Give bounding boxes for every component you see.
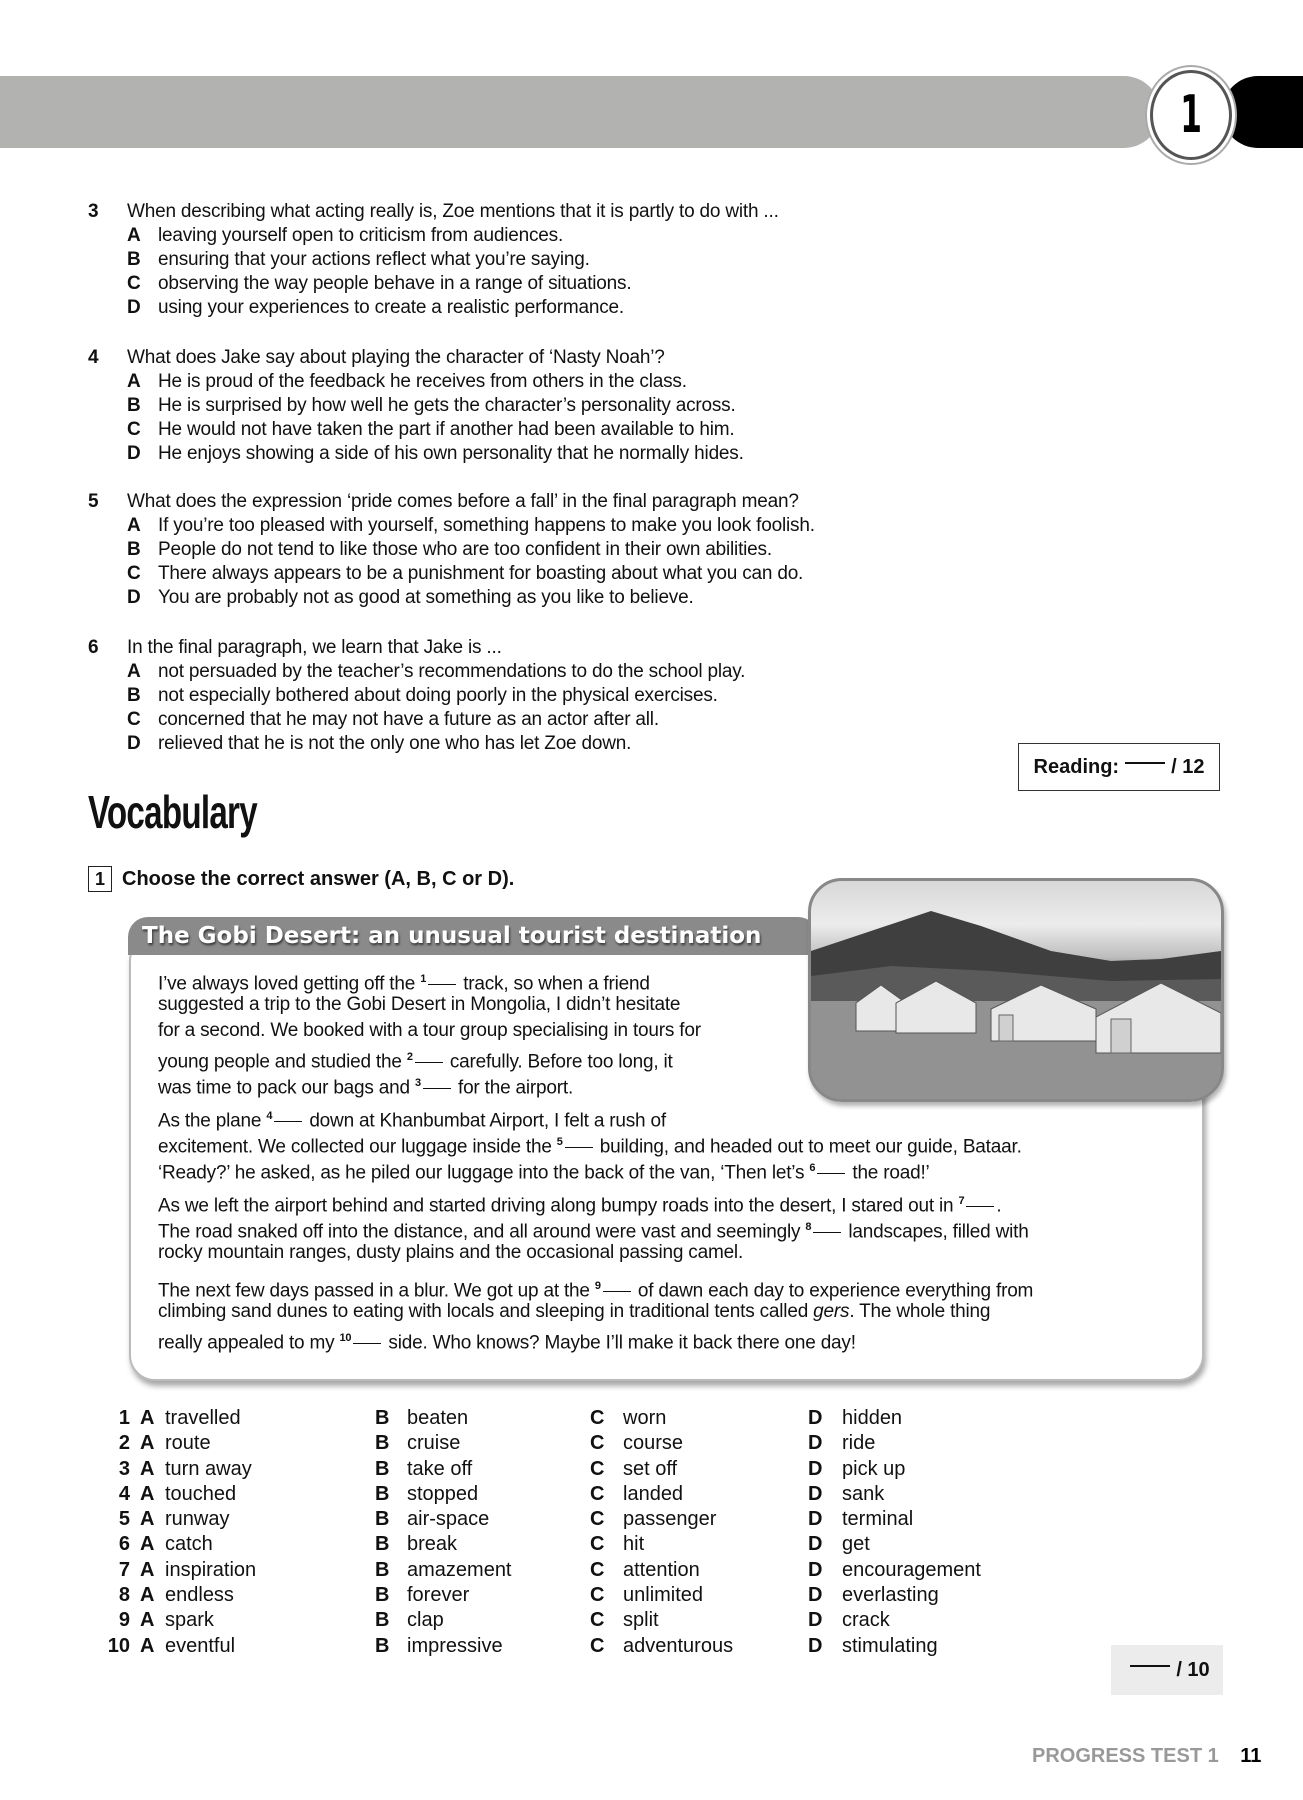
gap-blank[interactable] — [817, 1173, 845, 1174]
question-stem: When describing what acting really is, Zoe mentions that it is partly to do with ... — [127, 201, 779, 222]
choice-letter: B — [375, 1634, 390, 1657]
answer-option-c[interactable] — [127, 418, 734, 442]
item-number: 5 — [118, 1508, 130, 1531]
option-letter: A — [127, 371, 141, 392]
choice-d[interactable]: crack — [842, 1609, 890, 1632]
passage-line — [158, 992, 680, 1018]
option-text: using your experiences to create a realistic performance. — [158, 297, 624, 318]
photo-gers — [808, 878, 1224, 1102]
item-number: 6 — [118, 1533, 130, 1556]
answer-option-a[interactable] — [127, 660, 745, 684]
line-text: I’ve always loved getting off the — [158, 973, 421, 995]
line-text: suggested a trip to the Gobi Desert in Mongolia, I didn’t hesitate — [158, 994, 681, 1015]
choice-a[interactable]: touched — [165, 1482, 237, 1505]
item-number: 9 — [118, 1609, 130, 1632]
choice-letter: D — [808, 1609, 823, 1632]
line-text: building, and headed out to meet our guide, Bataar. — [594, 1136, 1022, 1158]
choice-a[interactable]: turn away — [165, 1457, 252, 1480]
choice-letter: C — [590, 1457, 605, 1480]
choice-c[interactable]: worn — [623, 1407, 667, 1429]
passage-line — [158, 1299, 990, 1325]
option-letter: D — [127, 733, 141, 754]
choice-letter: C — [590, 1508, 605, 1531]
line-text: side. Who knows? Maybe I’ll make it back there one day! — [383, 1332, 856, 1354]
question-stem: In the final paragraph, we learn that Jake is ... — [127, 637, 502, 658]
choice-letter: C — [590, 1533, 605, 1556]
choice-c[interactable]: landed — [623, 1482, 684, 1505]
footer-title: PROGRESS TEST 1 — [1032, 1745, 1219, 1767]
choice-letter: C — [590, 1482, 605, 1505]
line-text: track, so when a friend — [458, 973, 650, 995]
vocabulary-score-total: / 10 — [1176, 1658, 1210, 1681]
choice-letter: D — [808, 1482, 823, 1505]
choice-c[interactable]: course — [623, 1432, 684, 1455]
choice-letter: C — [590, 1558, 605, 1581]
choice-b[interactable]: forever — [407, 1584, 470, 1607]
choice-letter: A — [140, 1457, 155, 1480]
choice-letter: D — [808, 1558, 823, 1581]
choice-d[interactable]: encouragement — [842, 1558, 981, 1581]
choice-d[interactable]: stimulating — [842, 1634, 938, 1657]
answer-option-a[interactable] — [127, 514, 815, 538]
choice-letter: B — [375, 1432, 390, 1455]
choice-letter: B — [375, 1482, 390, 1505]
gap-number: 10 — [339, 1332, 352, 1344]
option-text: not especially bothered about doing poorly in the physical exercises. — [158, 685, 718, 706]
option-letter: C — [127, 419, 141, 440]
gap-blank[interactable] — [603, 1291, 631, 1292]
choice-letter: A — [140, 1482, 155, 1505]
choice-letter: C — [590, 1584, 605, 1607]
option-text: There always appears to be a punishment for boasting about what you can do. — [158, 563, 804, 584]
choice-c[interactable]: split — [623, 1609, 659, 1632]
instruction-text: Choose the correct answer (A, B, C or D). — [122, 867, 515, 890]
choice-b[interactable]: amazement — [407, 1558, 512, 1581]
choice-c[interactable]: unlimited — [623, 1584, 704, 1607]
header-black-tab — [1222, 76, 1303, 148]
option-letter: D — [127, 443, 141, 464]
line-text: down at Khanbumbat Airport, I felt a rush of — [304, 1110, 666, 1132]
option-text: You are probably not as good at something as you like to believe. — [158, 587, 694, 608]
choice-letter: A — [140, 1533, 155, 1556]
item-number: 10 — [107, 1634, 130, 1657]
answer-option-d[interactable] — [127, 296, 624, 320]
gap-number: 9 — [594, 1280, 601, 1292]
choice-a[interactable]: route — [165, 1432, 211, 1455]
choice-letter: D — [808, 1508, 823, 1531]
choice-a[interactable]: eventful — [165, 1634, 236, 1657]
option-text: relieved that he is not the only one who has let Zoe down. — [158, 733, 632, 754]
choice-c[interactable]: hit — [623, 1533, 645, 1556]
line-text: young people and studied the — [158, 1051, 407, 1073]
score-blank[interactable] — [1130, 1665, 1170, 1667]
italic-word: gers — [813, 1301, 850, 1322]
answer-option-a[interactable] — [127, 224, 563, 248]
exercise-number: 1 — [88, 866, 112, 892]
reading-score-label: Reading: — [1033, 755, 1120, 778]
choice-a[interactable]: catch — [165, 1533, 213, 1556]
choice-letter: A — [140, 1584, 155, 1607]
answer-option-c[interactable] — [127, 562, 803, 586]
page-footer — [1032, 1745, 1261, 1768]
gap-blank[interactable] — [813, 1232, 841, 1233]
line-text: for a second. We booked with a tour group specialising in tours for — [158, 1020, 701, 1041]
answer-option-d[interactable] — [127, 442, 744, 466]
answer-option-b[interactable] — [127, 394, 736, 418]
choice-d[interactable]: ride — [842, 1432, 876, 1455]
gap-number: 5 — [556, 1136, 563, 1148]
line-text: of dawn each day to experience everything from — [632, 1280, 1034, 1302]
choice-letter: D — [808, 1407, 823, 1429]
passage-line — [158, 1325, 856, 1356]
item-number: 2 — [118, 1432, 130, 1455]
option-text: He is surprised by how well he gets the character’s personality across. — [158, 395, 736, 416]
choice-letter: A — [140, 1508, 155, 1531]
option-text: If you’re too pleased with yourself, something happens to make you look foolish. — [158, 515, 815, 536]
header-bar — [0, 76, 1160, 148]
option-letter: C — [127, 563, 141, 584]
line-text: the road!’ — [847, 1162, 930, 1184]
line-text: . The whole thing — [849, 1301, 991, 1322]
question-stem: What does the expression ‘pride comes before a fall’ in the final paragraph mean? — [127, 491, 799, 512]
choice-letter: D — [808, 1432, 823, 1455]
gap-blank[interactable] — [415, 1062, 443, 1063]
option-letter: B — [127, 395, 141, 416]
answer-option-b[interactable] — [127, 684, 718, 708]
choice-letter: D — [808, 1533, 823, 1556]
line-text: climbing sand dunes to eating with locals and sleeping in traditional tents called — [158, 1301, 814, 1322]
choice-b[interactable]: beaten — [407, 1407, 469, 1429]
option-text: People do not tend to like those who are too confident in their own abilities. — [158, 539, 772, 560]
passage-line — [158, 1155, 930, 1186]
choice-letter: A — [140, 1432, 155, 1455]
answer-option-d[interactable] — [127, 586, 694, 610]
page-number: 11 — [1240, 1745, 1262, 1767]
choice-a[interactable]: runway — [165, 1508, 230, 1531]
option-text: leaving yourself open to criticism from audiences. — [158, 225, 564, 246]
line-text: landscapes, filled with — [843, 1221, 1029, 1243]
vocabulary-score-box — [1111, 1645, 1223, 1695]
choice-a[interactable]: spark — [165, 1609, 214, 1632]
option-letter: A — [127, 225, 141, 246]
gap-number: 6 — [809, 1162, 816, 1174]
option-letter: B — [127, 539, 141, 560]
option-letter: C — [127, 273, 141, 294]
option-text: He would not have taken the part if another had been available to him. — [158, 419, 735, 440]
choice-d[interactable]: everlasting — [842, 1584, 939, 1607]
gap-number: 7 — [958, 1195, 965, 1207]
choice-b[interactable]: clap — [407, 1609, 444, 1632]
unit-badge — [1150, 70, 1232, 160]
line-text: for the airport. — [452, 1077, 574, 1099]
choice-letter: B — [375, 1558, 390, 1581]
choice-c[interactable]: adventurous — [623, 1634, 734, 1657]
line-text: . — [996, 1195, 1002, 1217]
item-number: 3 — [118, 1457, 130, 1480]
choice-letter: D — [808, 1457, 823, 1480]
gap-blank[interactable] — [353, 1343, 381, 1344]
line-text: excitement. We collected our luggage inside the — [158, 1136, 557, 1158]
line-text: As the plane — [158, 1110, 267, 1132]
option-text: ensuring that your actions reflect what you’re saying. — [158, 249, 590, 270]
gap-blank[interactable] — [966, 1206, 994, 1207]
choice-letter: C — [590, 1432, 605, 1455]
option-text: observing the way people behave in a range of situations. — [158, 273, 632, 294]
item-number: 4 — [118, 1482, 130, 1505]
reading-score-box — [1018, 743, 1220, 791]
line-text: carefully. Before too long, it — [444, 1051, 673, 1073]
item-number: 1 — [118, 1407, 130, 1429]
choice-letter: D — [808, 1584, 823, 1607]
choice-a[interactable]: inspiration — [165, 1558, 257, 1581]
answer-option-b[interactable] — [127, 538, 772, 562]
question-number: 6 — [88, 637, 99, 658]
gap-number: 1 — [420, 973, 427, 985]
choice-letter: C — [590, 1609, 605, 1632]
choice-d[interactable]: pick up — [842, 1457, 906, 1480]
score-blank[interactable] — [1125, 762, 1165, 764]
question-number: 3 — [88, 201, 99, 222]
question-number: 4 — [88, 347, 99, 368]
choice-letter: C — [590, 1407, 605, 1429]
option-text: He enjoys showing a side of his own personality that he normally hides. — [158, 443, 744, 464]
line-text: The next few days passed in a blur. We got up at the — [158, 1280, 595, 1302]
gap-number: 8 — [805, 1221, 812, 1233]
choice-d[interactable]: sank — [842, 1482, 885, 1505]
line-text: The road snaked off into the distance, and all around were vast and seemingly — [158, 1221, 806, 1243]
choice-b[interactable]: impressive — [407, 1634, 503, 1657]
reading-score-total: / 12 — [1171, 755, 1205, 778]
choice-b[interactable]: take off — [407, 1457, 473, 1480]
choice-b[interactable]: cruise — [407, 1432, 461, 1455]
choice-c[interactable]: set off — [623, 1457, 678, 1480]
exercise-instruction — [88, 866, 514, 892]
choice-c[interactable]: passenger — [623, 1508, 717, 1531]
passage-line — [158, 1240, 743, 1266]
option-letter: B — [127, 685, 141, 706]
choice-a[interactable]: endless — [165, 1584, 234, 1607]
choice-letter: A — [140, 1634, 155, 1657]
gap-number: 2 — [406, 1051, 413, 1063]
option-text: concerned that he may not have a future as an actor after all. — [158, 709, 659, 730]
choice-letter: B — [375, 1508, 390, 1531]
choice-letter: A — [140, 1609, 155, 1632]
item-number: 8 — [118, 1584, 130, 1607]
yurt-landscape-image — [811, 881, 1221, 1099]
unit-number: 1 — [1180, 85, 1202, 145]
item-number: 7 — [118, 1558, 130, 1581]
answer-option-b[interactable] — [127, 248, 590, 272]
choice-letter: B — [375, 1584, 390, 1607]
choice-b[interactable]: stopped — [407, 1482, 479, 1505]
choice-b[interactable]: break — [407, 1533, 458, 1556]
choice-d[interactable]: terminal — [842, 1508, 914, 1531]
choice-letter: B — [375, 1609, 390, 1632]
answer-option-c[interactable] — [127, 272, 631, 296]
gap-number: 4 — [266, 1110, 273, 1122]
line-text: really appealed to my — [158, 1332, 340, 1354]
option-letter: D — [127, 587, 141, 608]
choice-letter: D — [808, 1634, 823, 1657]
gap-blank[interactable] — [565, 1147, 593, 1148]
gap-blank[interactable] — [274, 1121, 302, 1122]
line-text: was time to pack our bags and — [158, 1077, 415, 1099]
question-number: 5 — [88, 491, 99, 512]
choice-a[interactable]: travelled — [165, 1407, 241, 1429]
option-text: not persuaded by the teacher’s recommendations to do the school play. — [158, 661, 746, 682]
choice-letter: B — [375, 1457, 390, 1480]
gap-number: 3 — [414, 1077, 421, 1089]
choice-b[interactable]: air-space — [407, 1508, 490, 1531]
choice-letter: C — [590, 1634, 605, 1657]
option-letter: A — [127, 661, 141, 682]
option-letter: B — [127, 249, 141, 270]
passage-line — [158, 1018, 701, 1044]
line-text: ‘Ready?’ he asked, as he piled our luggage into the back of the van, ‘Then let’s — [158, 1162, 810, 1184]
line-text: rocky mountain ranges, dusty plains and the occasional passing camel. — [158, 1242, 744, 1263]
line-text: As we left the airport behind and started driving along bumpy roads into the desert, I stared out in — [158, 1195, 959, 1217]
option-letter: C — [127, 709, 141, 730]
gap-blank[interactable] — [423, 1088, 451, 1089]
section-title: Vocabulary — [88, 786, 257, 838]
passage-line — [158, 1070, 573, 1101]
choice-d[interactable]: hidden — [842, 1407, 903, 1429]
choice-letter: A — [140, 1407, 155, 1429]
choice-letter: B — [375, 1533, 390, 1556]
passage-title: The Gobi Desert: an unusual tourist destination — [128, 917, 818, 955]
choice-c[interactable]: attention — [623, 1558, 700, 1581]
option-text: He is proud of the feedback he receives from others in the class. — [158, 371, 687, 392]
option-letter: D — [127, 297, 141, 318]
answer-option-d[interactable] — [127, 732, 631, 756]
option-letter: A — [127, 515, 141, 536]
gap-blank[interactable] — [428, 984, 456, 985]
choice-d[interactable]: get — [842, 1533, 870, 1556]
answer-option-a[interactable] — [127, 370, 687, 394]
question-stem: What does Jake say about playing the character of ‘Nasty Noah’? — [127, 347, 665, 368]
answer-option-c[interactable] — [127, 708, 659, 732]
choice-letter: B — [375, 1407, 390, 1429]
choice-letter: A — [140, 1558, 155, 1581]
